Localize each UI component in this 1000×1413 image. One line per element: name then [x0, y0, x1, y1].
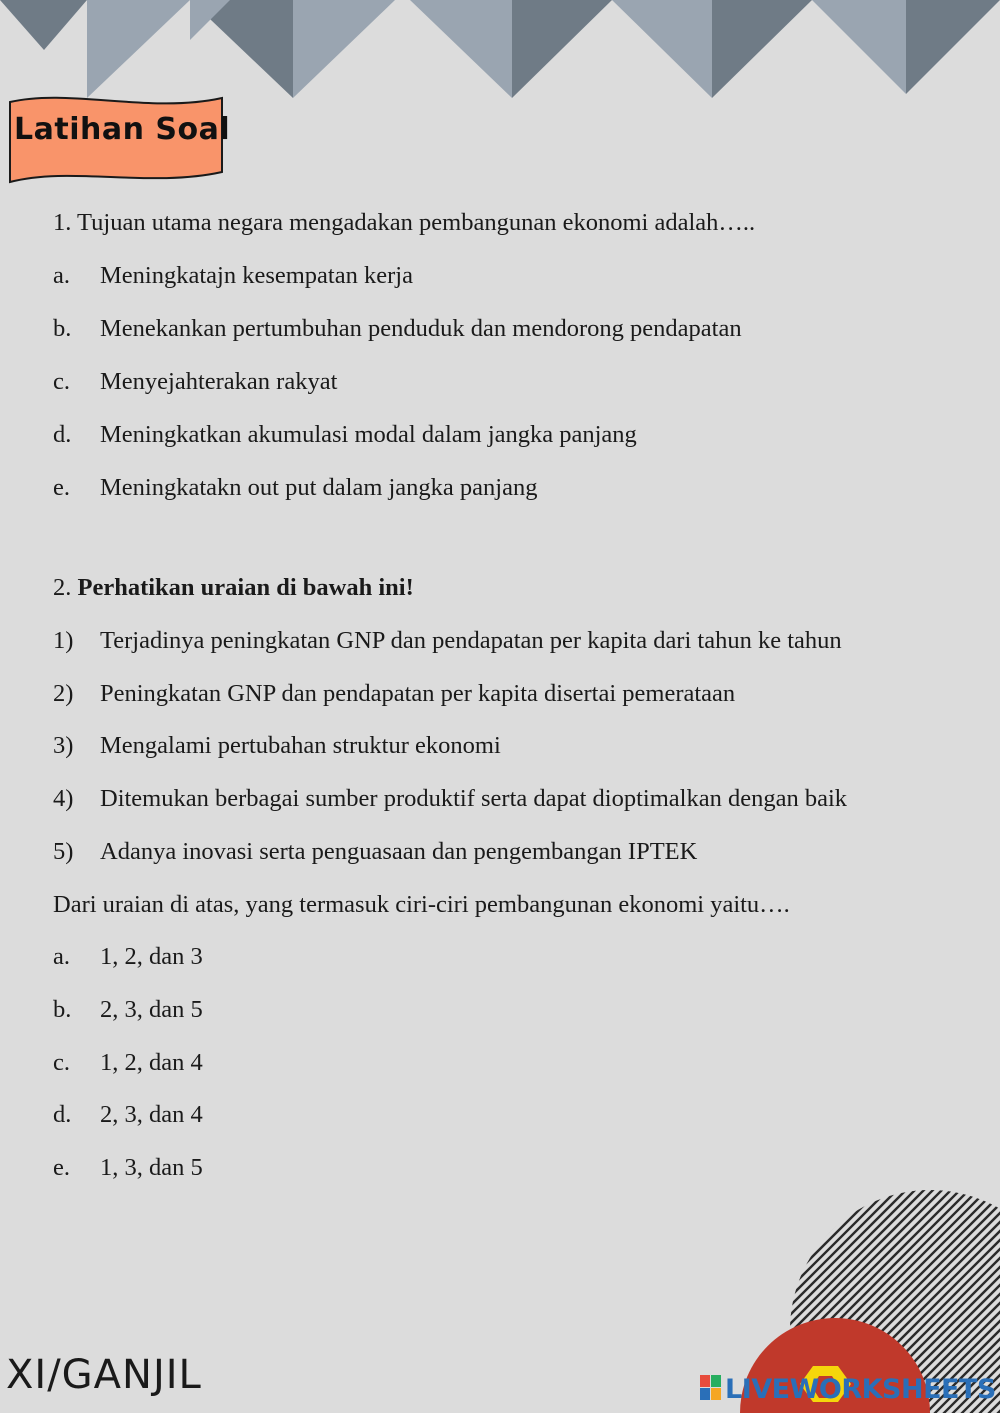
- q1-option-e[interactable]: [53, 473, 537, 503]
- q2-statement-2: [53, 679, 735, 709]
- chevron-triangles-decoration: [0, 0, 1000, 98]
- option-label: d.: [53, 1101, 72, 1128]
- question-2-heading: [53, 573, 414, 603]
- q2-option-d[interactable]: [53, 1100, 203, 1130]
- class-semester-label: XI/GANJIL: [6, 1352, 202, 1398]
- q2-option-b[interactable]: [53, 995, 203, 1025]
- q2-statement-3: [53, 731, 501, 761]
- liveworksheets-logo-icon: [700, 1375, 722, 1401]
- q2-option-a[interactable]: [53, 942, 203, 972]
- option-text: 2, 3, dan 5: [100, 996, 203, 1023]
- option-label: b.: [53, 315, 72, 342]
- statement-text: Peningkatan GNP dan pendapatan per kapita disertai pemerataan: [100, 680, 736, 707]
- statement-text: Adanya inovasi serta penguasaan dan pengembangan IPTEK: [100, 838, 698, 865]
- q2-statement-1: [53, 626, 842, 656]
- q2-option-e[interactable]: [53, 1153, 203, 1183]
- question-2-question: Dari uraian di atas, yang termasuk ciri-ciri pembangunan ekonomi yaitu….: [53, 891, 790, 918]
- liveworksheets-logo[interactable]: [700, 1374, 996, 1405]
- q1-option-d[interactable]: [53, 420, 637, 450]
- option-label: b.: [53, 996, 72, 1023]
- statement-text: Mengalami pertubahan struktur ekonomi: [100, 732, 501, 759]
- statement-label: 4): [53, 785, 74, 812]
- option-text: Meningkatkan akumulasi modal dalam jangka panjang: [100, 421, 637, 448]
- option-text: Menyejahterakan rakyat: [100, 368, 338, 395]
- page-title: Latihan Soal: [14, 112, 231, 147]
- q1-option-b[interactable]: [53, 314, 742, 344]
- option-label: d.: [53, 421, 72, 448]
- statement-text: Terjadinya peningkatan GNP dan pendapatan per kapita dari tahun ke tahun: [100, 627, 842, 654]
- q1-option-c[interactable]: [53, 367, 337, 397]
- option-text: Meningkatajn kesempatan kerja: [100, 262, 413, 289]
- brand-name: LIVEWORKSHEETS: [725, 1374, 996, 1405]
- statement-label: 1): [53, 627, 74, 654]
- option-text: 1, 2, dan 4: [100, 1049, 203, 1076]
- question-1-prompt: 1. Tujuan utama negara mengadakan pembangunan ekonomi adalah…..: [53, 209, 756, 236]
- q2-statement-5: [53, 837, 697, 867]
- option-label: a.: [53, 262, 70, 289]
- option-text: Menekankan pertumbuhan penduduk dan mendorong pendapatan: [100, 315, 742, 342]
- option-label: a.: [53, 943, 70, 970]
- q2-option-c[interactable]: [53, 1048, 203, 1078]
- question-2-prompt: Perhatikan uraian di bawah ini!: [77, 574, 414, 601]
- statement-label: 5): [53, 838, 74, 865]
- option-label: e.: [53, 474, 70, 501]
- option-label: c.: [53, 1049, 70, 1076]
- option-text: 2, 3, dan 4: [100, 1101, 203, 1128]
- q1-option-a[interactable]: [53, 261, 413, 291]
- q2-statement-4: [53, 784, 847, 814]
- question-2-number: 2.: [53, 574, 72, 601]
- statement-text: Ditemukan berbagai sumber produktif serta dapat dioptimalkan dengan baik: [100, 785, 848, 812]
- option-text: 1, 2, dan 3: [100, 943, 203, 970]
- option-text: 1, 3, dan 5: [100, 1154, 203, 1181]
- statement-label: 2): [53, 680, 74, 707]
- option-text: Meningkatakn out put dalam jangka panjang: [100, 474, 538, 501]
- statement-label: 3): [53, 732, 74, 759]
- option-label: e.: [53, 1154, 70, 1181]
- option-label: c.: [53, 368, 70, 395]
